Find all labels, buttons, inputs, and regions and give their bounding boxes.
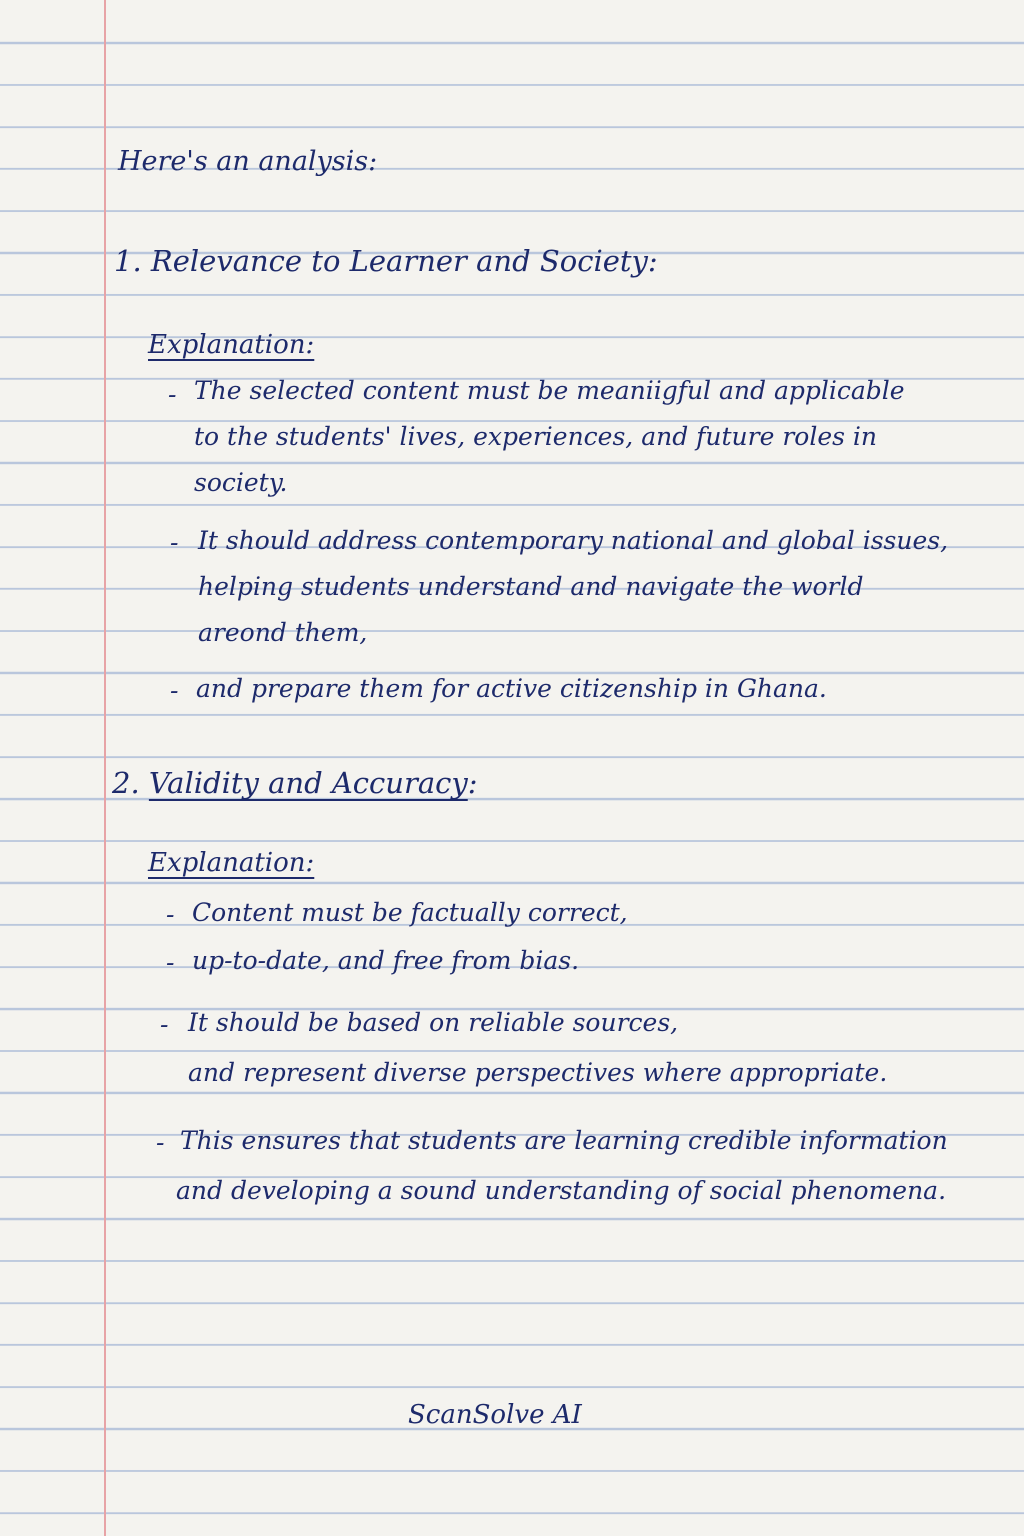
s2-bullet-4-line-1: This ensures that students are learning credible information [180, 1126, 948, 1155]
s2-bullet-1-line-1: Content must be factually correct, [192, 898, 628, 927]
intro-text: Here's an analysis: [118, 146, 378, 177]
s2-bullet-2-line-1: up-to-date, and free from bias. [192, 946, 580, 975]
section-2-title: Validity and Accuracy [148, 766, 468, 800]
s1-bullet-1-line-2: to the students' lives, experiences, and future roles in [194, 422, 878, 451]
s1-bullet-2-line-2: helping students understand and navigate the world [198, 572, 864, 601]
s1-bullet-1-line-3: society. [194, 468, 288, 497]
section-2-title-colon: : [467, 766, 478, 800]
s2-bullet-2-dash: - [166, 948, 175, 977]
s1-bullet-1-line-1: The selected content must be meaniigful and applicable [194, 376, 905, 405]
margin-line [104, 0, 106, 1536]
section-1-number: 1. [114, 244, 142, 278]
s2-bullet-4-line-2: and developing a sound understanding of social phenomena. [176, 1176, 947, 1205]
s2-bullet-3-line-2: and represent diverse perspectives where appropriate. [188, 1058, 888, 1087]
s1-bullet-1-dash: - [168, 380, 177, 409]
section-1-subheading: Explanation: [148, 330, 315, 360]
s2-bullet-3-dash: - [160, 1010, 169, 1039]
s1-bullet-2-line-1: It should address contemporary national and global issues, [198, 526, 949, 555]
section-1-title: Relevance to Learner and Society: [150, 244, 658, 278]
section-2-subheading: Explanation: [148, 848, 315, 878]
s1-bullet-2-dash: - [170, 528, 179, 557]
section-2-number: 2. [112, 766, 140, 800]
s1-bullet-2-line-3: areond them, [198, 618, 368, 647]
s1-bullet-3-line-1: and prepare them for active citizenship in Ghana. [196, 674, 827, 703]
s2-bullet-1-dash: - [166, 900, 175, 929]
section-2-heading [112, 766, 478, 800]
s2-bullet-3-line-1: It should be based on reliable sources, [188, 1008, 679, 1037]
footer-watermark: ScanSolve AI [408, 1400, 582, 1430]
section-1-heading [114, 244, 658, 278]
s2-bullet-4-dash: - [156, 1128, 165, 1157]
s1-bullet-3-dash: - [170, 676, 179, 705]
